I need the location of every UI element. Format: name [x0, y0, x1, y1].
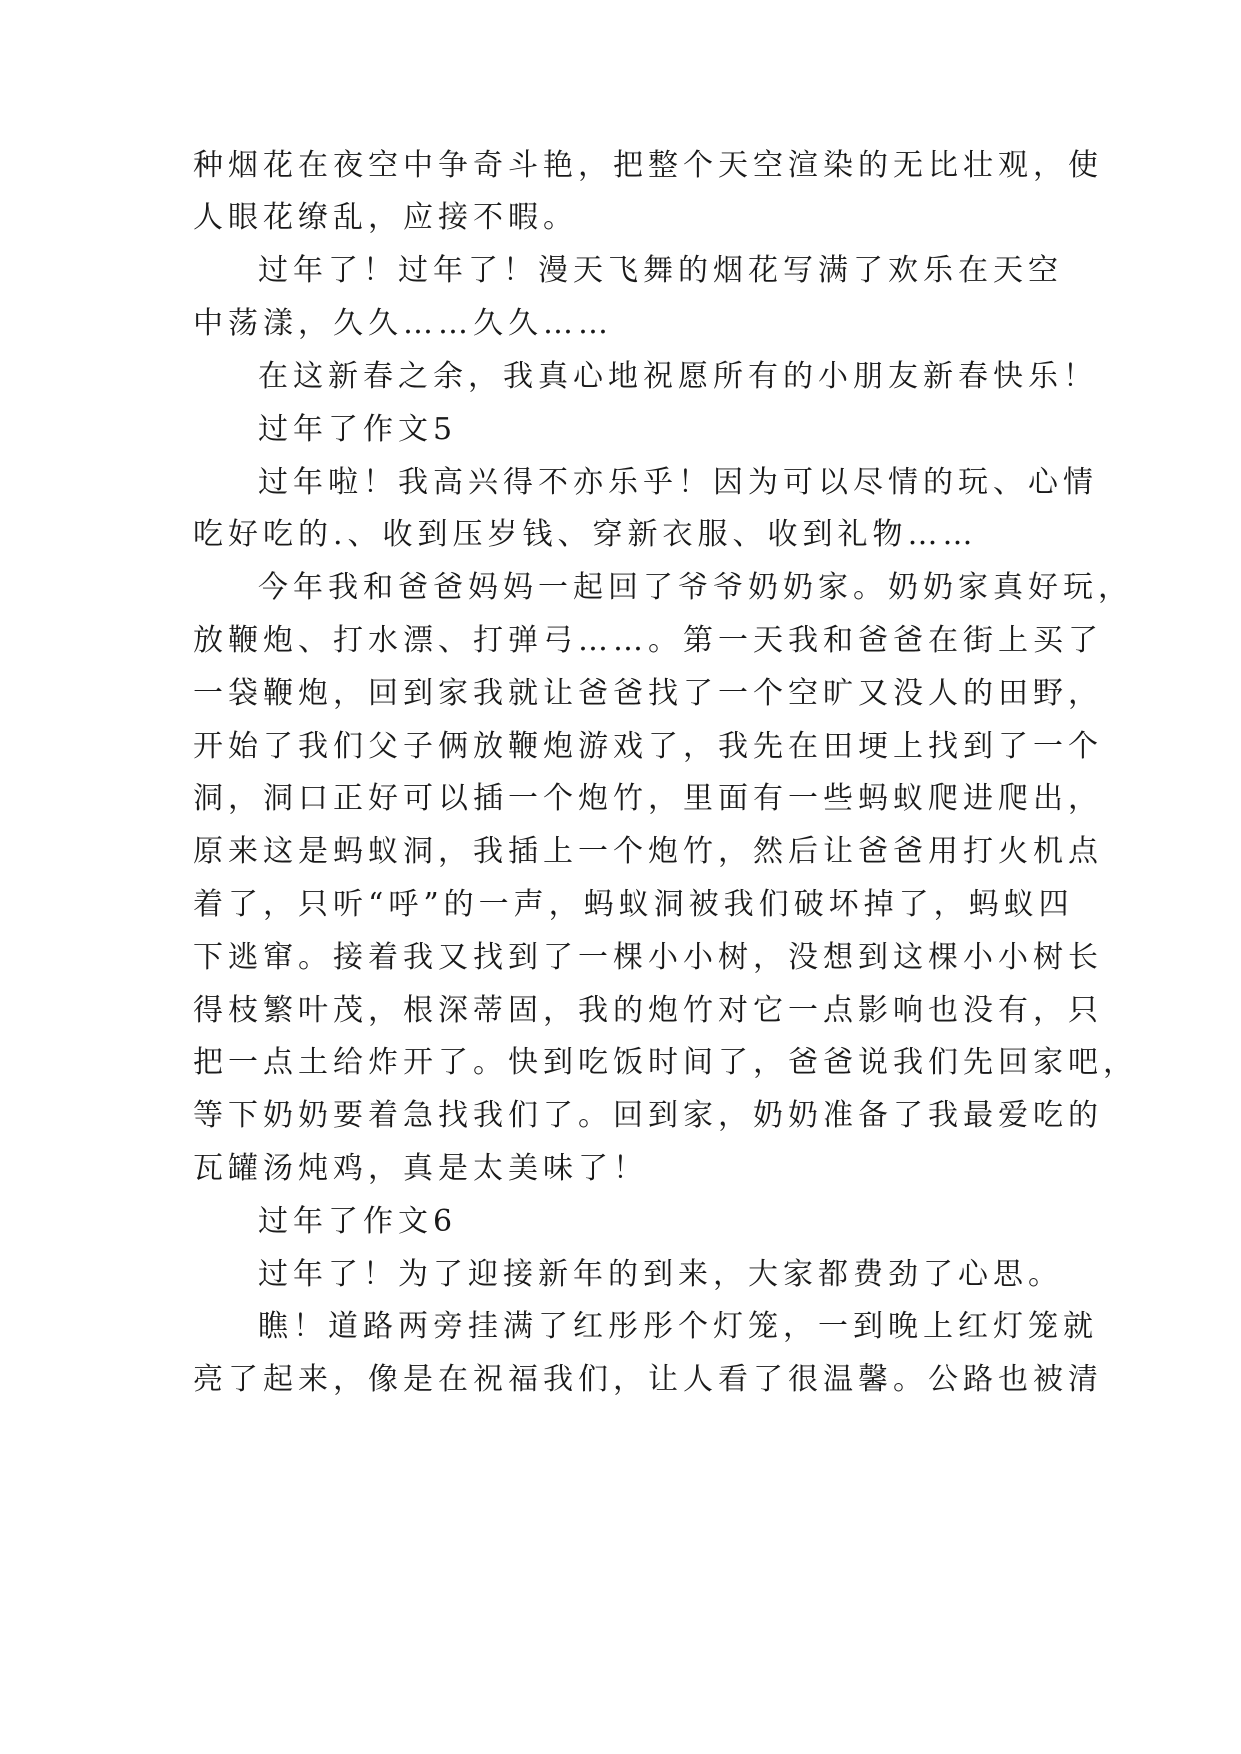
body-text-line: 人眼花缭乱，应接不暇。	[193, 200, 578, 235]
paragraph-start-line: 瞧！道路两旁挂满了红彤彤个灯笼，一到晚上红灯笼就	[258, 1309, 1098, 1344]
body-text-line: 洞，洞口正好可以插一个炮竹，里面有一些蚂蚁爬进爬出，	[193, 781, 1103, 816]
paragraph-start-line: 过年了！为了迎接新年的到来，大家都费劲了心思。	[258, 1257, 1063, 1292]
paragraph-start-line: 过年啦！我高兴得不亦乐乎！因为可以尽情的玩、心情	[258, 465, 1098, 500]
body-text-line: 把一点土给炸开了。快到吃饭时间了，爸爸说我们先回家吧，	[193, 1045, 1138, 1080]
section-heading: 过年了作文6	[258, 1204, 458, 1239]
body-text-line: 放鞭炮、打水漂、打弹弓……。第一天我和爸爸在街上买了	[193, 623, 1103, 658]
body-text-line: 着了，只听“呼”的一声，蚂蚁洞被我们破坏掉了，蚂蚁四	[193, 887, 1074, 922]
paragraph-start-line: 今年我和爸爸妈妈一起回了爷爷奶奶家。奶奶家真好玩，	[258, 570, 1133, 605]
body-text-line: 亮了起来，像是在祝福我们，让人看了很温馨。公路也被清	[193, 1362, 1103, 1397]
body-text-line: 原来这是蚂蚁洞，我插上一个炮竹，然后让爸爸用打火机点	[193, 834, 1103, 869]
body-text-line: 吃好吃的.、收到压岁钱、穿新衣服、收到礼物……	[193, 517, 978, 552]
body-text-line: 一袋鞭炮，回到家我就让爸爸找了一个空旷又没人的田野，	[193, 676, 1103, 711]
body-text-line: 瓦罐汤炖鸡，真是太美味了！	[193, 1151, 648, 1186]
body-text-line: 中荡漾，久久……久久……	[193, 306, 613, 341]
body-text-line: 开始了我们父子俩放鞭炮游戏了，我先在田埂上找到了一个	[193, 729, 1103, 764]
body-text-line: 下逃窜。接着我又找到了一棵小小树，没想到这棵小小树长	[193, 940, 1103, 975]
body-text-line: 种烟花在夜空中争奇斗艳，把整个天空渲染的无比壮观，使	[193, 148, 1103, 183]
body-text-line: 得枝繁叶茂，根深蒂固，我的炮竹对它一点影响也没有，只	[193, 993, 1103, 1028]
section-heading: 过年了作文5	[258, 412, 458, 447]
body-text-line: 等下奶奶要着急找我们了。回到家，奶奶准备了我最爱吃的	[193, 1098, 1103, 1133]
paragraph-start-line: 过年了！过年了！漫天飞舞的烟花写满了欢乐在天空	[258, 253, 1063, 288]
paragraph-start-line: 在这新春之余，我真心地祝愿所有的小朋友新春快乐！	[258, 359, 1098, 394]
